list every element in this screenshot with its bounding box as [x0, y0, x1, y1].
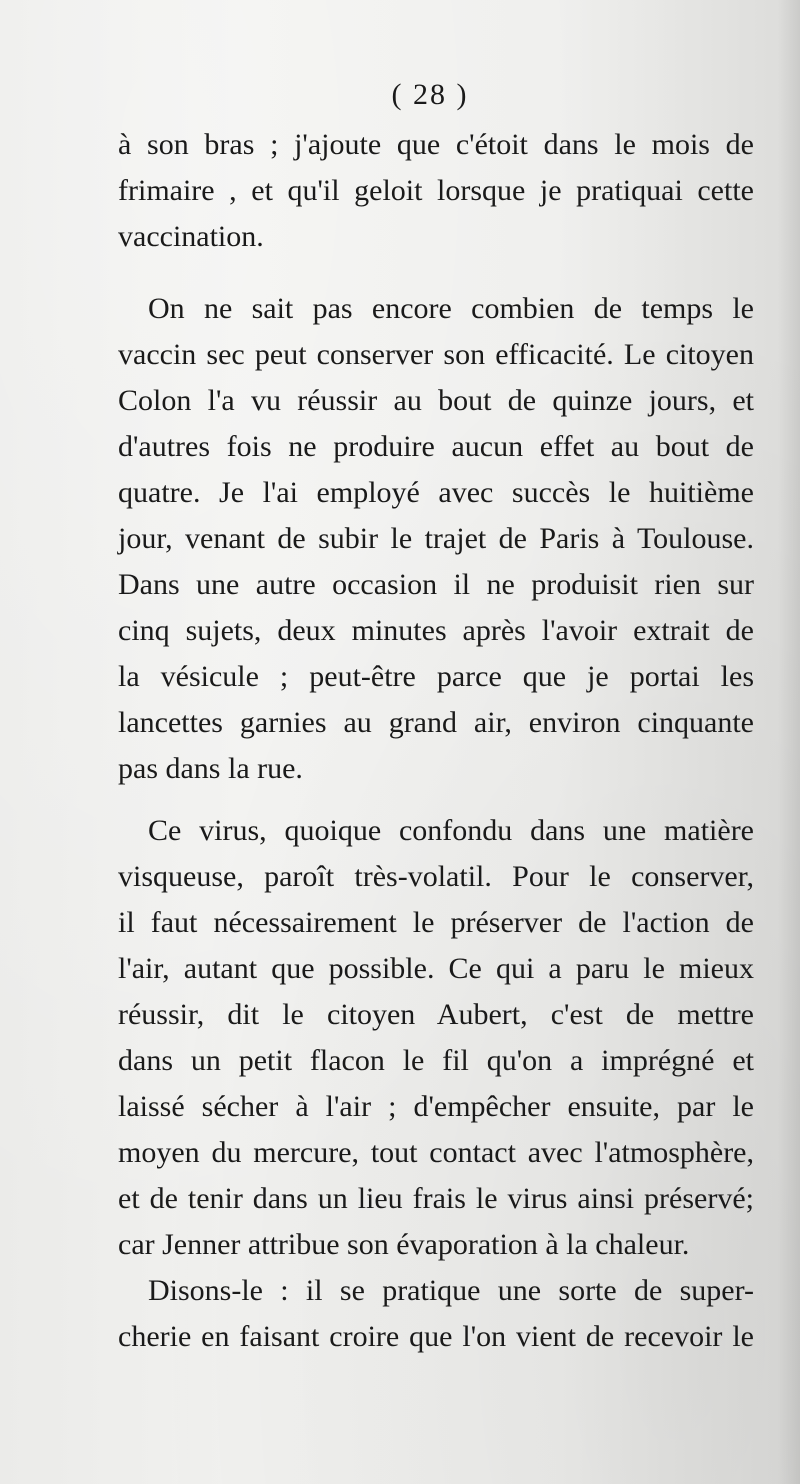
paragraph-1: [118, 122, 754, 260]
text-line: cinq sujets, deux minutes après l'avoir extrait de: [118, 614, 754, 647]
text-line: Dans une autre occasion il ne produisit rien sur: [118, 568, 754, 601]
text-line: Ce virus, quoique confondu dans une matière: [148, 814, 754, 847]
text-line: On ne sait pas encore combien de temps le: [148, 292, 754, 325]
text-line: dans un petit flacon le fil qu'on a imprégné et: [118, 1044, 754, 1077]
text-line: lancettes garnies au grand air, environ cinquante: [118, 706, 754, 739]
text-line: Disons-le : il se pratique une sorte de super-: [148, 1274, 754, 1307]
text-line: car Jenner attribue son évaporation à la chaleur.: [118, 1228, 690, 1261]
text-line: moyen du mercure, tout contact avec l'atmosphère,: [118, 1136, 754, 1169]
text-line: jour, venant de subir le trajet de Paris à Toulouse.: [118, 522, 754, 555]
text-line: à son bras ; j'ajoute que c'étoit dans le mois de: [118, 128, 754, 161]
text-line: pas dans la rue.: [118, 752, 303, 785]
text-line: vaccination.: [118, 220, 264, 253]
text-line: laissé sécher à l'air ; d'empêcher ensuite, par le: [118, 1090, 754, 1123]
text-line: réussir, dit le citoyen Aubert, c'est de mettre: [118, 998, 754, 1031]
text-line: la vésicule ; peut-être parce que je portai les: [118, 660, 754, 693]
text-line: frimaire , et qu'il geloit lorsque je pratiquai cette: [118, 174, 754, 207]
text-line: d'autres fois ne produire aucun effet au bout de: [118, 430, 754, 463]
text-line: visqueuse, paroît très-volatil. Pour le conserver,: [118, 860, 754, 893]
paragraph-4: [118, 1268, 754, 1360]
paragraph-3: [118, 808, 754, 1268]
text-line: vaccin sec peut conserver son efficacité. Le citoyen: [118, 338, 754, 371]
text-line: et de tenir dans un lieu frais le virus ainsi préservé;: [118, 1182, 754, 1215]
page-edge-shadow: [778, 0, 800, 1484]
text-line: il faut nécessairement le préserver de l'action de: [118, 906, 754, 939]
page-number: ( 28 ): [391, 78, 469, 111]
text-line: Colon l'a vu réussir au bout de quinze jours, et: [118, 384, 754, 417]
text-line: l'air, autant que possible. Ce qui a paru le mieux: [118, 952, 754, 985]
paragraph-2: [118, 286, 754, 792]
text-line: quatre. Je l'ai employé avec succès le huitième: [118, 476, 754, 509]
text-line: cherie en faisant croire que l'on vient de recevoir le: [118, 1320, 754, 1353]
